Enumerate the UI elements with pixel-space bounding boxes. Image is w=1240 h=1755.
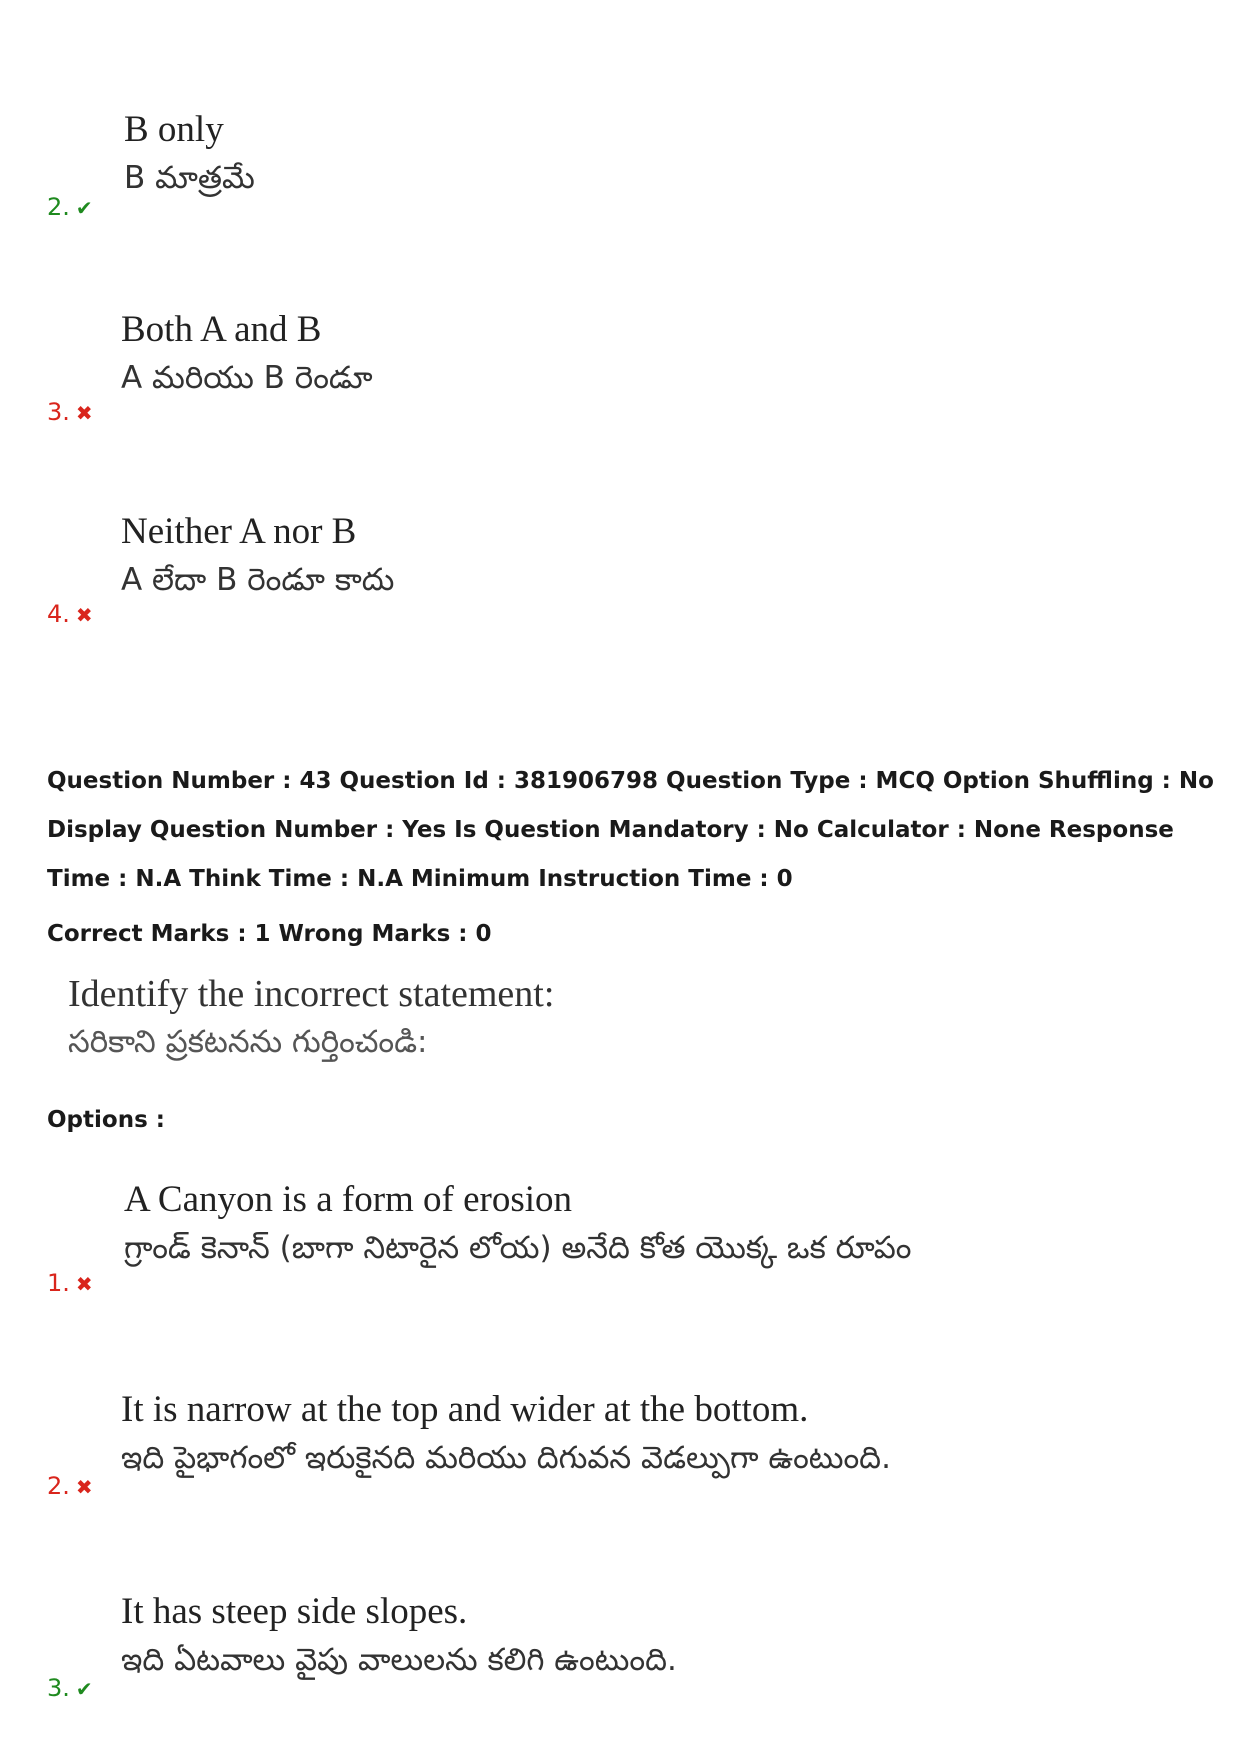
option-text-en: It is narrow at the top and wider at the bottom. bbox=[121, 1389, 809, 1430]
option-text-en: Both A and B bbox=[121, 309, 322, 350]
option-number: 4. bbox=[47, 600, 70, 628]
option-3 bbox=[121, 1588, 677, 1684]
option-text-te: ఇది పైభాగంలో ఇరుకైనది మరియు దిగువన వెడల్పుగా ఉంటుంది. bbox=[121, 1440, 891, 1476]
option-text-en: Neither A nor B bbox=[121, 511, 357, 552]
cross-icon: ✖ bbox=[75, 401, 93, 425]
prev-option-3-number bbox=[47, 398, 93, 426]
option-number: 3. bbox=[47, 398, 70, 426]
check-icon: ✔ bbox=[75, 1677, 93, 1701]
option-text-te: A మరియు B రెండూ bbox=[121, 360, 373, 396]
question-marks: Correct Marks : 1 Wrong Marks : 0 bbox=[47, 921, 492, 947]
prev-option-4 bbox=[121, 508, 394, 604]
cross-icon: ✖ bbox=[75, 1475, 93, 1499]
option-1-number bbox=[47, 1269, 93, 1297]
question-text-te: సరికాని ప్రకటనను గుర్తించండి: bbox=[68, 1024, 428, 1060]
option-2 bbox=[121, 1386, 891, 1482]
option-text-en: A Canyon is a form of erosion bbox=[124, 1179, 573, 1220]
option-number: 1. bbox=[47, 1269, 70, 1297]
option-text-te: గ్రాండ్ కెనాన్ (బాగా నిటారైన లోయ) అనేది కోత యొక్క ఒక రూపం bbox=[124, 1230, 912, 1266]
check-icon: ✔ bbox=[75, 196, 93, 220]
option-number: 2. bbox=[47, 193, 70, 221]
prev-option-2 bbox=[124, 106, 255, 202]
question-text-en: Identify the incorrect statement: bbox=[68, 973, 555, 1015]
options-label: Options : bbox=[47, 1107, 165, 1133]
option-text-te: ఇది ఏటవాలు వైపు వాలులను కలిగి ఉంటుంది. bbox=[121, 1642, 677, 1678]
option-1 bbox=[124, 1176, 912, 1272]
prev-option-2-number bbox=[47, 193, 93, 221]
prev-option-3 bbox=[121, 306, 373, 402]
option-2-number bbox=[47, 1472, 93, 1500]
option-number: 3. bbox=[47, 1674, 70, 1702]
question-text bbox=[68, 970, 554, 1066]
option-text-te: A లేదా B రెండూ కాదు bbox=[121, 562, 395, 598]
option-number: 2. bbox=[47, 1472, 70, 1500]
cross-icon: ✖ bbox=[75, 603, 93, 627]
question-meta: Question Number : 43 Question Id : 381906798 Question Type : MCQ Option Shuffling : No Display Question Number : Yes Is Question Mandatory : No Calculator : None Response Time : N.A Think Time : N.A Minimum Instruction Time : 0 bbox=[47, 768, 1214, 892]
option-text-en: B only bbox=[124, 109, 224, 150]
prev-option-4-number bbox=[47, 600, 93, 628]
cross-icon: ✖ bbox=[75, 1272, 93, 1296]
option-text-te: B మాత్రమే bbox=[124, 160, 255, 196]
option-3-number bbox=[47, 1674, 93, 1702]
option-text-en: It has steep side slopes. bbox=[121, 1591, 468, 1632]
